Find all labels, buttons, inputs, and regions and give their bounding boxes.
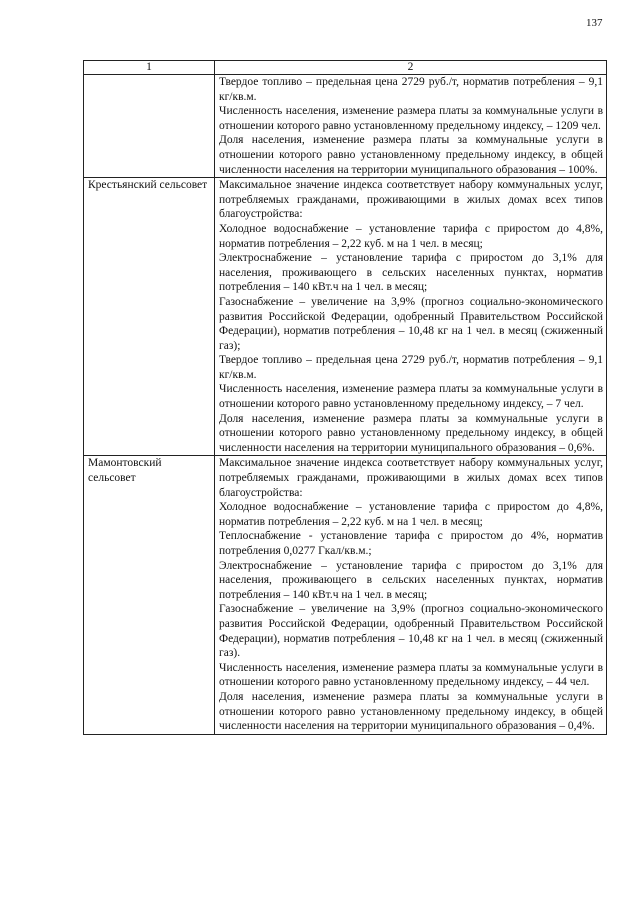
table-header-row bbox=[84, 61, 607, 75]
row-description bbox=[215, 178, 607, 456]
paragraph: Холодное водоснабжение – установление тарифа с приростом до 4,8%, норматив потребления – 2,22 куб. м на 1 чел. в месяц; bbox=[219, 222, 603, 250]
paragraph: Газоснабжение – увеличение на 3,9% (прогноз социально-экономического развития Российской Федерации, одобренный Правительством Российской Федерации), норматив потребления – 10,48 кг на 1 чел. в месяц (сжиженный газ). bbox=[219, 603, 603, 660]
paragraph: Твердое топливо – предельная цена 2729 руб./т, норматив потребления – 9,1 кг/кв.м. bbox=[219, 354, 603, 381]
page-number: 137 bbox=[586, 17, 603, 29]
paragraph: Численность населения, изменение размера платы за коммунальные услуги в отношении которого равно установленному предельному индексу, – 1209 чел. bbox=[219, 105, 603, 132]
column-header-1: 1 bbox=[84, 61, 215, 75]
municipality-name: Мамонтовский сельсовет bbox=[84, 456, 215, 734]
table-row bbox=[84, 178, 607, 456]
table-row bbox=[84, 75, 607, 178]
table-row bbox=[84, 456, 607, 734]
paragraph: Твердое топливо – предельная цена 2729 руб./т, норматив потребления – 9,1 кг/кв.м. bbox=[219, 76, 603, 103]
paragraph: Холодное водоснабжение – установление тарифа с приростом до 4,8%, норматив потребления – 2,22 куб. м на 1 чел. в месяц; bbox=[219, 501, 603, 528]
paragraph: Численность населения, изменение размера платы за коммунальные услуги в отношении которого равно установленному предельному индексу, – 44 чел. bbox=[219, 661, 603, 689]
paragraph: Электроснабжение – установление тарифа с приростом до 3,1% для населения, проживающего в сельских населенных пунктах, норматив потребления – 140 кВт.ч на 1 чел. в месяц; bbox=[219, 559, 603, 601]
row-description bbox=[215, 456, 607, 734]
paragraph: Доля населения, изменение размера платы за коммунальные услуги в отношении которого равно установленному предельному индексу, в общей численности населения на территории муниципального образования – 0,6%. bbox=[219, 412, 603, 454]
paragraph: Максимальное значение индекса соответствует набору коммунальных услуг, потребляемых гражданами, проживающими в жилых домах всех типов благоустройства: bbox=[219, 179, 603, 221]
municipality-name bbox=[84, 75, 215, 178]
paragraph: Газоснабжение – увеличение на 3,9% (прогноз социально-экономического развития Российской Федерации, одобренный Правительством Российской Федерации), норматив потребления – 10,48 кг на 1 чел. в месяц (сжиженный газ); bbox=[219, 295, 603, 352]
paragraph: Численность населения, изменение размера платы за коммунальные услуги в отношении которого равно установленному предельному индексу, – 7 чел. bbox=[219, 383, 603, 411]
municipality-name: Крестьянский сельсовет bbox=[84, 178, 215, 456]
paragraph: Максимальное значение индекса соответствует набору коммунальных услуг, потребляемых гражданами, проживающими в жилых домах всех типов благоустройства: bbox=[219, 457, 603, 499]
paragraph: Доля населения, изменение размера платы за коммунальные услуги в отношении которого равно установленному предельному индексу, в общей численности населения на территории муниципального образования – 0,4%. bbox=[219, 690, 603, 733]
paragraph: Доля населения, изменение размера платы за коммунальные услуги в отношении которого равно установленному предельному индексу, в общей численности населения на территории муниципального образования – 100%. bbox=[219, 134, 603, 176]
column-header-2: 2 bbox=[215, 61, 607, 75]
data-table bbox=[83, 60, 607, 735]
paragraph: Электроснабжение – установление тарифа с приростом до 3,1% для населения, проживающего в сельских населенных пунктах, норматив потребления – 140 кВт.ч на 1 чел. в месяц; bbox=[219, 252, 603, 294]
paragraph: Теплоснабжение - установление тарифа с приростом до 4%, норматив потребления 0,0277 Гкал/кв.м.; bbox=[219, 530, 603, 557]
row-description bbox=[215, 75, 607, 178]
